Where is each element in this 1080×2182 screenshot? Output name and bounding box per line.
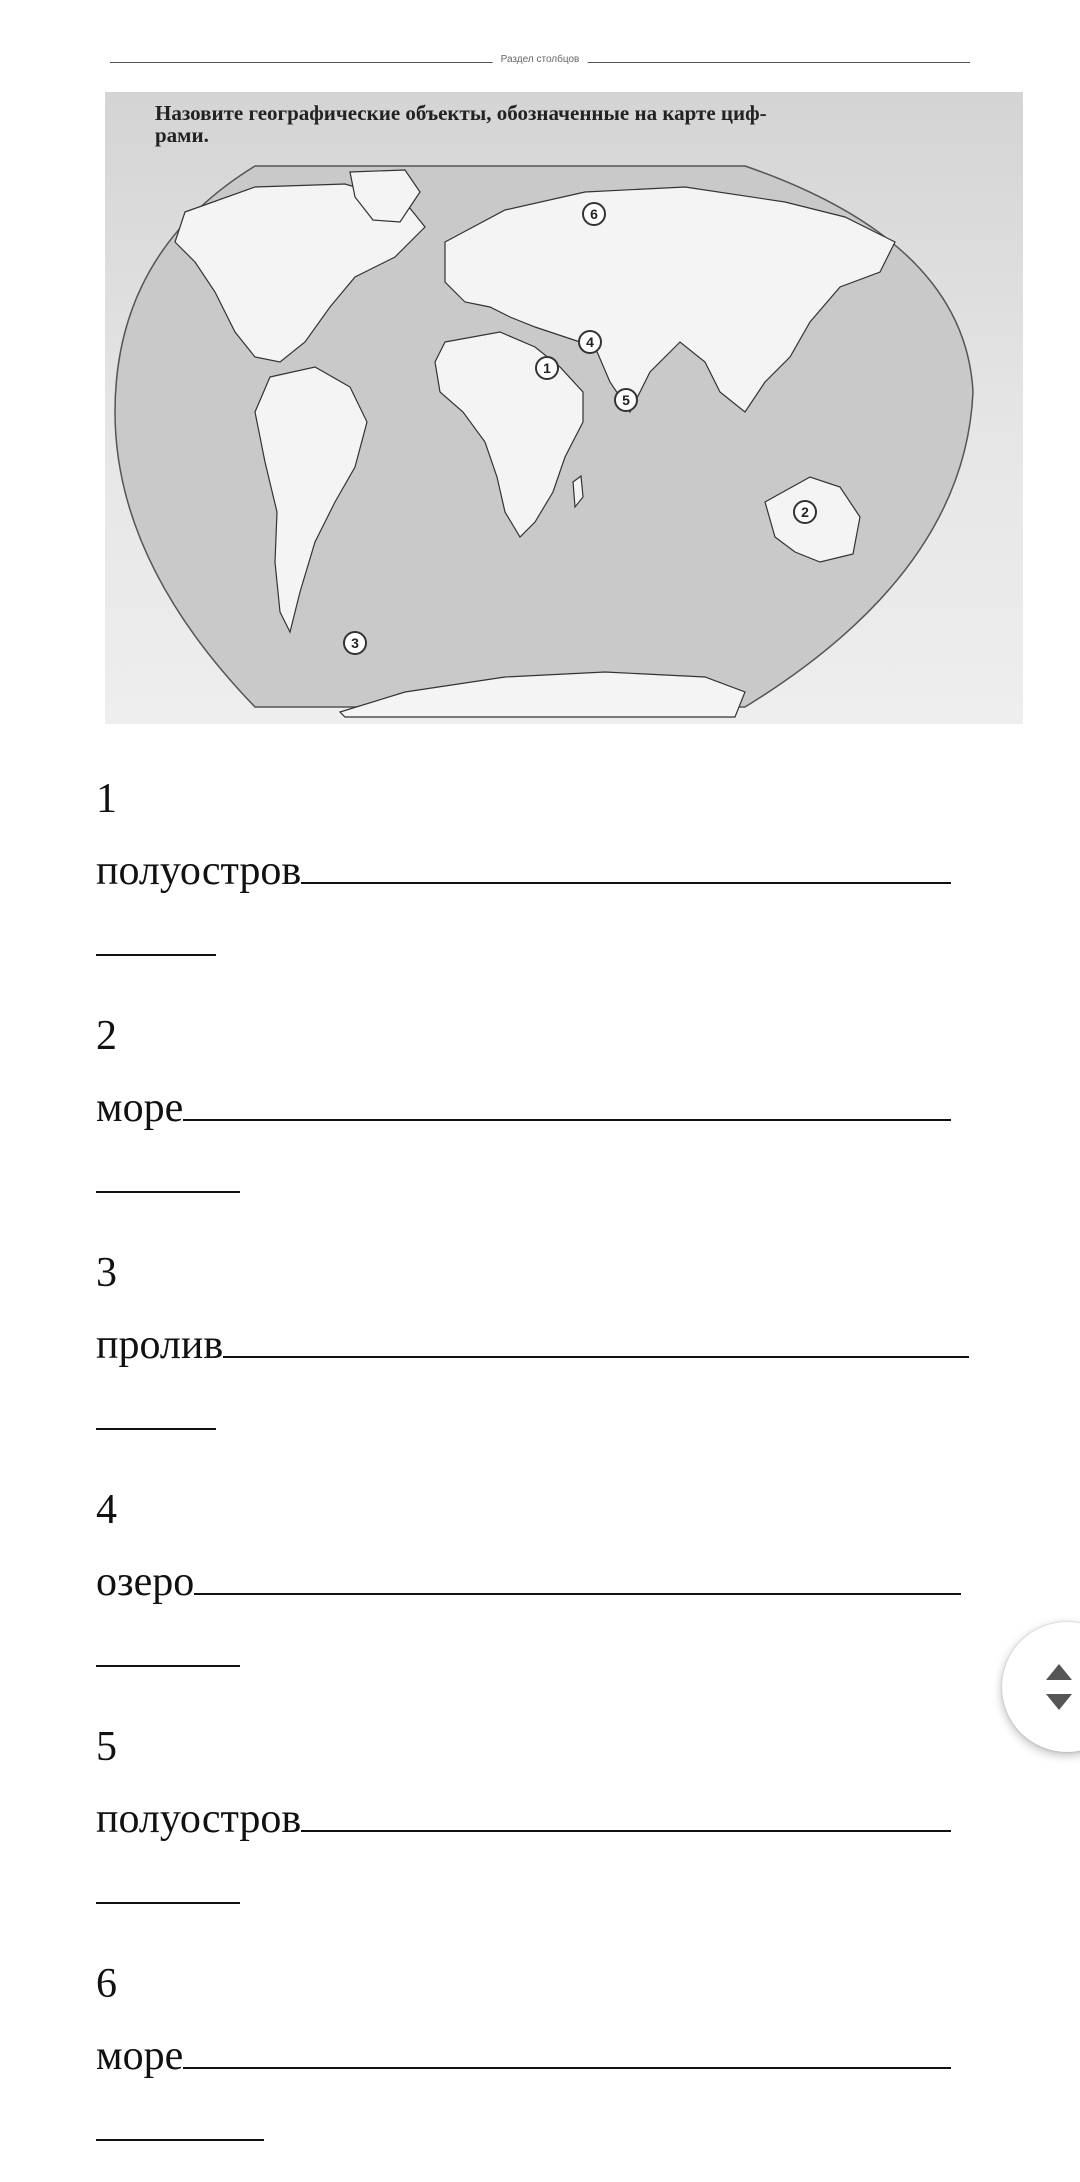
question-number: 6 bbox=[96, 1961, 117, 2007]
question-item bbox=[96, 1234, 996, 1471]
answer-blank[interactable] bbox=[183, 2027, 951, 2069]
answer-line[interactable] bbox=[96, 842, 951, 895]
answer-blank-continuation[interactable] bbox=[96, 1191, 240, 1193]
question-number: 5 bbox=[96, 1724, 117, 1770]
map-marker-4 bbox=[579, 331, 601, 353]
up-down-arrows-icon bbox=[1044, 1662, 1074, 1712]
map-marker-label: 5 bbox=[622, 392, 630, 408]
answer-line[interactable] bbox=[96, 1079, 951, 1132]
answer-line[interactable] bbox=[96, 1316, 969, 1369]
map-marker-6 bbox=[583, 203, 605, 225]
answer-line[interactable] bbox=[96, 2027, 951, 2080]
section-break-label: Раздел столбцов bbox=[493, 54, 588, 65]
map-marker-label: 4 bbox=[586, 334, 594, 350]
map-marker-3 bbox=[344, 632, 366, 654]
map-marker-label: 1 bbox=[543, 360, 551, 376]
answer-blank-continuation[interactable] bbox=[96, 1902, 240, 1904]
answer-label: озеро bbox=[96, 1559, 195, 1605]
answer-blank-continuation[interactable] bbox=[96, 954, 216, 956]
question-number: 4 bbox=[96, 1487, 117, 1533]
question-item bbox=[96, 997, 996, 1234]
world-map bbox=[105, 92, 1023, 724]
question-item bbox=[96, 1708, 996, 1945]
question-item bbox=[96, 1945, 996, 2182]
map-marker-5 bbox=[615, 389, 637, 411]
answer-blank[interactable] bbox=[301, 1790, 951, 1832]
answer-line[interactable] bbox=[96, 1790, 951, 1843]
answer-label: море bbox=[96, 2033, 184, 2079]
answer-blank[interactable] bbox=[194, 1553, 961, 1595]
answer-blank-continuation[interactable] bbox=[96, 1665, 240, 1667]
answer-line[interactable] bbox=[96, 1553, 961, 1606]
world-map-figure bbox=[105, 92, 1023, 724]
answer-blank[interactable] bbox=[183, 1079, 951, 1121]
question-item bbox=[96, 1471, 996, 1708]
map-marker-2 bbox=[794, 501, 816, 523]
map-instruction: Назовите географические объекты, обозначенные на карте циф- рами. bbox=[155, 101, 767, 147]
map-marker-1 bbox=[536, 357, 558, 379]
map-marker-label: 6 bbox=[590, 206, 598, 222]
answer-label: полуостров bbox=[96, 1796, 302, 1842]
questions-list bbox=[96, 760, 996, 2182]
answer-blank[interactable] bbox=[301, 842, 951, 884]
map-marker-label: 2 bbox=[801, 504, 809, 520]
question-number: 2 bbox=[96, 1013, 117, 1059]
answer-blank-continuation[interactable] bbox=[96, 2139, 264, 2141]
answer-label: пролив bbox=[96, 1322, 224, 1368]
answer-blank-continuation[interactable] bbox=[96, 1428, 216, 1430]
answer-label: полуостров bbox=[96, 848, 302, 894]
scroll-button[interactable] bbox=[1002, 1622, 1080, 1752]
question-number: 3 bbox=[96, 1250, 117, 1296]
answer-blank[interactable] bbox=[223, 1316, 969, 1358]
section-break bbox=[110, 52, 970, 72]
map-marker-label: 3 bbox=[351, 635, 359, 651]
question-number: 1 bbox=[96, 776, 117, 822]
answer-label: море bbox=[96, 1085, 184, 1131]
question-item bbox=[96, 760, 996, 997]
